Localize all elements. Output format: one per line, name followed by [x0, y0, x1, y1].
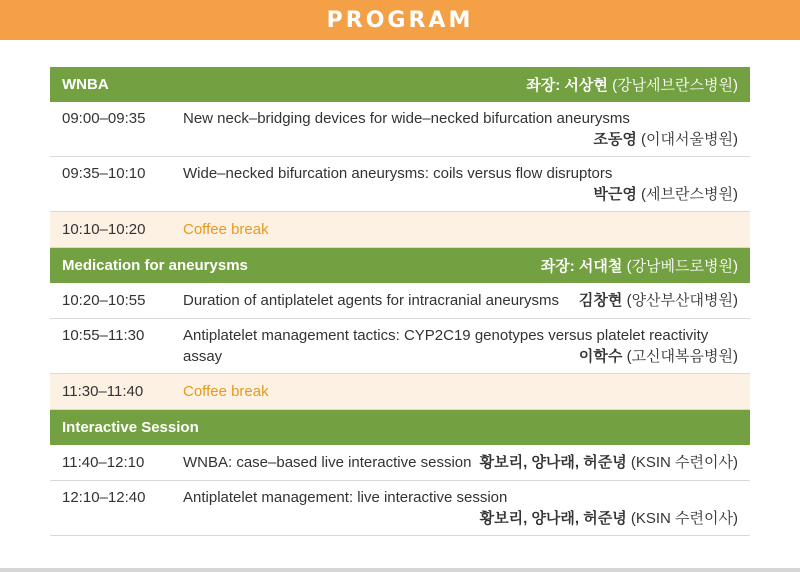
row-content [183, 163, 750, 211]
row-content [183, 290, 750, 311]
row-time: 12:10–12:40 [62, 489, 146, 506]
section-chair [541, 255, 738, 276]
row-topic: Antiplatelet management: live interactive session [183, 489, 508, 506]
speaker-name: 김창현 [578, 292, 623, 309]
section-header-interactive [50, 410, 750, 445]
speaker-affiliation: (이대서울병원) [636, 131, 738, 148]
speaker-affiliation: (세브란스병원) [636, 186, 738, 203]
row-topic: Duration of antiplatelet agents for intracranial aneurysms [183, 292, 560, 309]
row-speaker [183, 129, 738, 150]
speaker-affiliation: (KSIN 수련이사) [626, 454, 738, 471]
break-label: Coffee break [183, 221, 269, 238]
row-content [183, 381, 750, 402]
program-table [50, 67, 750, 536]
section-header-medication [50, 248, 750, 283]
chair-affiliation: (강남세브란스병원) [607, 77, 738, 94]
section-title: WNBA [62, 76, 109, 93]
program-row [50, 102, 750, 157]
section-chair [526, 74, 738, 95]
row-topic: Wide–necked bifurcation aneurysms: coils versus flow disruptors [183, 165, 613, 182]
row-topic: WNBA: case–based live interactive session [183, 454, 472, 471]
speaker-name: 황보리, 양나래, 허준녕 [479, 454, 627, 471]
section-header-wnba [50, 67, 750, 102]
section-title: Medication for aneurysms [62, 257, 248, 274]
chair-affiliation: (강남베드로병원) [622, 258, 738, 275]
row-content [183, 452, 750, 473]
row-speaker [183, 508, 738, 529]
row-content [183, 219, 750, 240]
row-content [183, 108, 750, 156]
chair-name: 좌장: 서대철 [540, 258, 623, 275]
row-speaker [579, 290, 738, 311]
program-row [50, 157, 750, 212]
row-time: 09:00–09:35 [62, 110, 146, 127]
banner-title: PROGRAM [326, 7, 474, 33]
coffee-break-row [50, 374, 750, 410]
row-time: 10:20–10:55 [62, 292, 146, 309]
break-label: Coffee break [183, 383, 269, 400]
row-speaker [183, 184, 738, 205]
program-row [50, 445, 750, 481]
speaker-name: 황보리, 양나래, 허준녕 [479, 510, 627, 527]
row-time: 10:55–11:30 [62, 327, 145, 344]
row-topic: Antiplatelet management tactics: CYP2C19 genotypes versus platelet reactivity assay [183, 327, 709, 365]
program-row [50, 481, 750, 536]
speaker-name: 이학수 [578, 348, 623, 365]
row-speaker [480, 452, 738, 473]
row-time: 10:10–10:20 [62, 221, 146, 238]
program-row [50, 319, 750, 374]
program-row [50, 283, 750, 319]
row-topic: New neck–bridging devices for wide–necked bifurcation aneurysms [183, 110, 630, 127]
chair-name: 좌장: 서상현 [526, 77, 608, 94]
row-time: 09:35–10:10 [62, 165, 146, 182]
row-content [183, 487, 750, 535]
speaker-affiliation: (KSIN 수련이사) [626, 510, 738, 527]
coffee-break-row [50, 212, 750, 248]
program-banner [0, 0, 800, 40]
speaker-affiliation: (양산부산대병원) [622, 292, 738, 309]
row-time: 11:40–12:10 [62, 454, 145, 471]
row-content [183, 325, 750, 373]
row-speaker [579, 346, 738, 367]
footer-divider [0, 568, 800, 572]
speaker-affiliation: (고신대복음병원) [622, 348, 738, 365]
speaker-name: 조동영 [593, 131, 637, 148]
speaker-name: 박근영 [593, 186, 637, 203]
row-time: 11:30–11:40 [62, 383, 144, 400]
section-title: Interactive Session [62, 419, 199, 436]
